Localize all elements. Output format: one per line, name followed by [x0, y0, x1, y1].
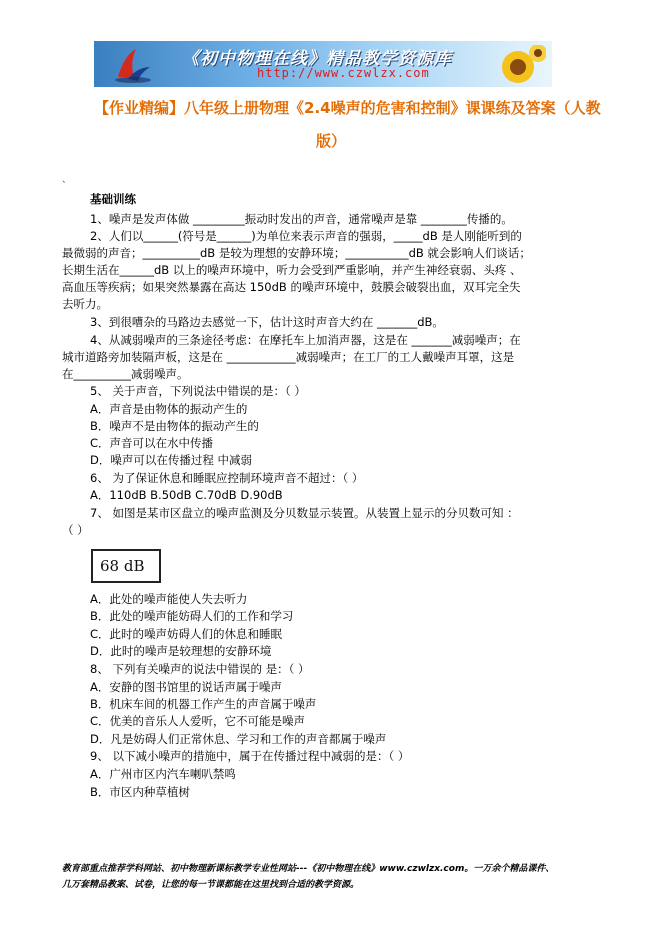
q8-option-d: D．凡是妨碍人们正常休息、学习和工作的声音都属于噪声 [90, 732, 387, 746]
q1-text: 1、噪声是发声体做 _________振动时发出的声音，通常噪声是靠 ________传播的。 [90, 212, 513, 226]
banner-title: 《初中物理在线》精品教学资源库 [182, 49, 452, 69]
q8-text: 8、 下列有关噪声的说法中错误的 是：（ ） [90, 662, 310, 676]
footer-line-2: 几万套精品教案、试卷，让您的每一节课都能在这里找到合适的教学资源。 [62, 880, 360, 890]
q7-text: 7、 如图是某市区盘立的噪声监测及分贝数显示装置。从装置上显示的分贝数可知 ： [90, 506, 519, 520]
header-banner [94, 41, 552, 87]
banner-url[interactable]: http://www.czwlzx.com [257, 66, 430, 80]
q5-option-c: C．声音可以在水中传播 [90, 436, 214, 450]
q2-text-line4: 高血压等疾病；如果突然暴露在高达 150dB 的噪声环境中，鼓膜会破裂出血，双耳完全失 [62, 280, 521, 294]
q7-option-d: D．此时的噪声是较理想的安静环境 [90, 644, 272, 658]
q6-options: A．110dB B.50dB C.70dB D.90dB [90, 488, 283, 502]
stray-mark: 、 [62, 175, 72, 185]
q5-text: 5、 关于声音，下列说法中错误的是：（ ） [90, 384, 306, 398]
q8-option-a: A．安静的图书馆里的说话声属于噪声 [90, 680, 282, 694]
q2-text-line5: 去听力。 [62, 297, 108, 311]
q9-option-a: A．广州市区内汽车喇叭禁鸣 [90, 767, 236, 781]
q7-answer-bracket: （ ） [62, 523, 89, 537]
decibel-meter-display: 68 dB [91, 549, 161, 583]
q2-text-line2: 最微弱的声音；__________dB 是较为理想的安静环境；___________dB 就会影响人们谈话； [62, 246, 531, 260]
q4-text-line2: 城市道路旁加装隔声板，这是在 ____________减弱噪声；在工厂的工人戴噪声耳罩，这是 [62, 350, 515, 364]
site-logo-icon [112, 43, 154, 85]
footer-line-1: 教育部重点推荐学科网站、初中物理新课标教学专业性网站---《初中物理在线》www.czwlzx.com。一万余个精品课件、 [62, 864, 555, 874]
q7-option-a: A．此处的噪声能使人失去听力 [90, 592, 248, 606]
section-heading: 基础训练 [90, 192, 136, 206]
q2-text: 2、人们以______(符号是______)为单位来表示声音的强弱，_____dB 是人刚能听到的 [90, 229, 522, 243]
q4-text-line3: 在__________减弱噪声。 [62, 367, 189, 381]
q9-option-b: B．市区内种草植树 [90, 785, 190, 799]
page-title: 【作业精编】八年级上册物理《2.4噪声的危害和控制》课课练及答案（人教 [94, 99, 601, 117]
sunflower-icon [488, 45, 546, 85]
q5-option-b: B．噪声不是由物体的振动产生的 [90, 419, 259, 433]
q5-option-a: A．声音是由物体的振动产生的 [90, 402, 248, 416]
q2-text-line3: 长期生活在______dB 以上的噪声环境中，听力会受到严重影响，并产生神经衰弱、头疼 、 [62, 263, 522, 277]
q4-text: 4、从减弱噪声的三条途径考虑：在摩托车上加消声器，这是在 _______减弱噪声；在 [90, 333, 521, 347]
q6-text: 6、 为了保证休息和睡眠应控制环境声音不超过：（ ） [90, 471, 364, 485]
q3-text: 3、到很嘈杂的马路边去感觉一下，估计这时声音大约在 _______dB。 [90, 315, 444, 329]
q8-option-b: B．机床车间的机器工作产生的声音属于噪声 [90, 697, 317, 711]
q9-text: 9、 以下减小噪声的措施中，属于在传播过程中减弱的是：（ ） [90, 749, 410, 763]
page-title-continued: 版） [315, 132, 346, 150]
q7-option-b: B．此处的噪声能妨碍人们的工作和学习 [90, 609, 294, 623]
q5-option-d: D．噪声可以在传播过程 中减弱 [90, 453, 253, 467]
q7-option-c: C．此时的噪声妨碍人们的休息和睡眠 [90, 627, 283, 641]
q8-option-c: C．优美的音乐人人爱听，它不可能是噪声 [90, 714, 306, 728]
